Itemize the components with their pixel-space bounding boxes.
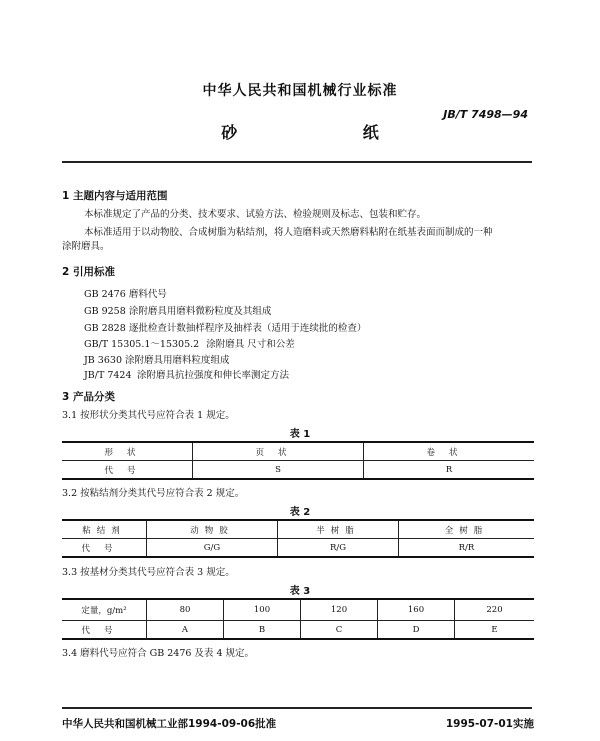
- reference-code: JB 3630: [84, 355, 122, 366]
- reference-code: GB/T 15305.1～15305.2: [84, 339, 200, 350]
- table-cell: 代号: [62, 461, 193, 480]
- section-1-paragraph-2: 本标准适用于以动物胶、合成树脂为粘结剂，将人造磨料或天然磨料粘附在纸基表面而制成的一种: [84, 227, 493, 238]
- table-row: [62, 520, 534, 539]
- table-cell: 全树脂: [399, 520, 535, 539]
- effective-date: 1995-07-01实施: [445, 718, 534, 730]
- reference-title: 涂附磨具 尺寸和公差: [206, 339, 295, 350]
- table-cell: D: [378, 621, 455, 640]
- section-1-heading: 1 主题内容与适用范围: [62, 190, 168, 202]
- table-cell: R/G: [278, 539, 399, 558]
- table-row: [62, 442, 534, 461]
- table-cell: A: [147, 621, 224, 640]
- table-cell: G/G: [147, 539, 278, 558]
- table-row: [62, 461, 534, 480]
- reference-item: [84, 336, 295, 350]
- table-cell: 代号: [62, 539, 147, 558]
- table-cell: 半树脂: [278, 520, 399, 539]
- standard-code: JB/T 7498—94: [443, 108, 528, 121]
- reference-title: 涂附磨具用磨料粒度组成: [125, 355, 230, 366]
- table-cell: 220: [455, 599, 535, 621]
- section-1-paragraph-1: 本标准规定了产品的分类、技术要求、试验方法、检验规则及标志、包装和贮存。: [84, 209, 427, 220]
- document-title: 砂 纸: [221, 123, 439, 142]
- table-cell: 粘结剂: [62, 520, 147, 539]
- standard-body: 中华人民共和国机械行业标准: [202, 83, 398, 99]
- reference-title: 磨料代号: [128, 289, 167, 300]
- reference-title: 逐批检查计数抽样程序及抽样表（适用于连续批的检查）: [128, 323, 367, 334]
- reference-title: 涂附磨具抗拉强度和伸长率测定方法: [137, 370, 290, 381]
- table-cell: 页状: [193, 442, 364, 461]
- table-cell: B: [224, 621, 301, 640]
- clause-3-2: 3.2 按粘结剂分类其代号应符合表 2 规定。: [62, 488, 245, 499]
- table-row: [62, 621, 534, 640]
- section-3-heading: 3 产品分类: [62, 391, 115, 403]
- table-3: [62, 598, 534, 640]
- reference-item: [84, 303, 271, 317]
- reference-item: [84, 320, 366, 334]
- table-cell: E: [455, 621, 535, 640]
- table-cell: 160: [378, 599, 455, 621]
- table-cell: 代号: [62, 621, 147, 640]
- clause-3-1: 3.1 按形状分类其代号应符合表 1 规定。: [62, 410, 235, 421]
- reference-code: JB/T 7424: [84, 370, 132, 381]
- table-cell: 卷状: [364, 442, 535, 461]
- table-cell: 形状: [62, 442, 193, 461]
- table-cell: R/R: [399, 539, 535, 558]
- table-cell: C: [301, 621, 378, 640]
- table-row: [62, 599, 534, 621]
- table-cell: 动物胶: [147, 520, 278, 539]
- table-3-caption: 表 3: [289, 586, 311, 597]
- reference-code: GB 2476: [84, 289, 126, 300]
- table-cell: 100: [224, 599, 301, 621]
- reference-item: [84, 286, 167, 300]
- table-cell: 定量，g/m²: [62, 599, 147, 621]
- clause-3-3: 3.3 按基材分类其代号应符合表 3 规定。: [62, 567, 235, 578]
- approval-date: 中华人民共和国机械工业部1994-09-06批准: [62, 718, 277, 730]
- header-rule: [62, 161, 532, 163]
- table-cell: S: [193, 461, 364, 480]
- table-1-caption: 表 1: [289, 429, 311, 440]
- clause-3-4: 3.4 磨料代号应符合 GB 2476 及表 4 规定。: [62, 648, 255, 659]
- reference-code: GB 9258: [84, 306, 126, 317]
- reference-item: [84, 352, 230, 366]
- table-row: [62, 539, 534, 558]
- table-2-caption: 表 2: [289, 507, 311, 518]
- table-cell: 80: [147, 599, 224, 621]
- table-2: [62, 519, 534, 558]
- section-2-heading: 2 引用标准: [62, 266, 115, 278]
- table-cell: R: [364, 461, 535, 480]
- section-1-paragraph-2-cont: 涂附磨具。: [62, 241, 110, 252]
- table-1: [62, 441, 534, 480]
- table-cell: 120: [301, 599, 378, 621]
- footer-rule: [62, 707, 532, 709]
- reference-title: 涂附磨具用磨料微粉粒度及其组成: [128, 306, 272, 317]
- reference-code: GB 2828: [84, 323, 126, 334]
- reference-item: [84, 367, 289, 381]
